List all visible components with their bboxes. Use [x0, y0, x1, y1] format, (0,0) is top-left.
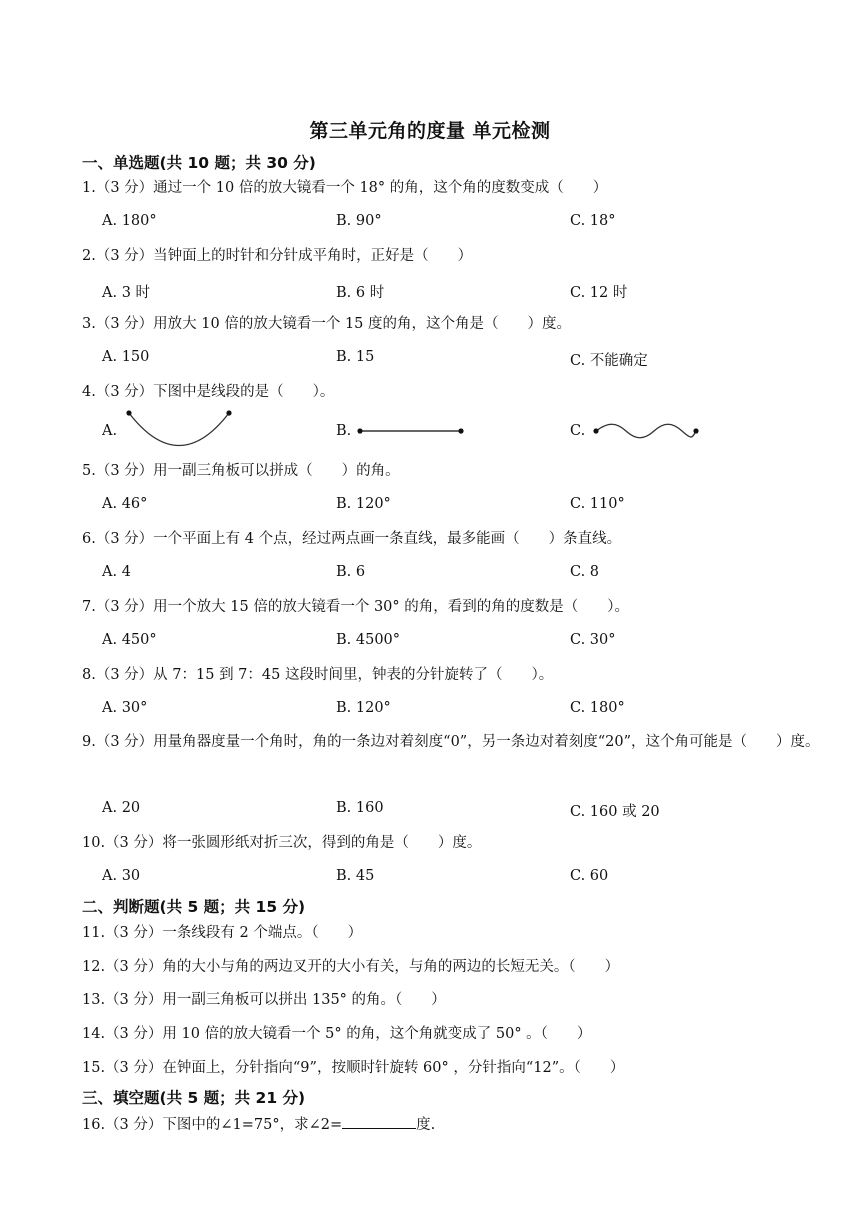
option-4b[interactable]: B.: [336, 423, 352, 439]
question-12: 12.（3 分）角的大小与角的两边叉开的大小有关，与角的两边的长短无关。（ ）: [82, 959, 620, 975]
arc-figure: [124, 408, 234, 452]
option-8c[interactable]: C. 180°: [570, 700, 625, 716]
option-9b[interactable]: B. 160: [336, 800, 384, 816]
option-2b[interactable]: B. 6 时: [336, 285, 385, 301]
option-2a[interactable]: A. 3 时: [102, 285, 151, 301]
answer-blank[interactable]: [342, 1114, 416, 1129]
question-16-unit: 度.: [416, 1117, 436, 1133]
line-segment-figure: [356, 424, 466, 438]
question-3: 3.（3 分）用放大 10 倍的放大镜看一个 15 度的角，这个角是（ ）度。: [82, 316, 572, 332]
option-7c[interactable]: C. 30°: [570, 632, 616, 648]
section-heading-fill-in: 三、填空题(共 5 题；共 21 分): [82, 1089, 306, 1107]
option-7b[interactable]: B. 4500°: [336, 632, 401, 648]
option-6c[interactable]: C. 8: [570, 564, 600, 580]
question-15: 15.（3 分）在钟面上，分针指向“9”，按顺时针旋转 60° ，分针指向“12”。（ ）: [82, 1060, 625, 1076]
wavy-line-figure: [592, 420, 702, 442]
option-6a[interactable]: A. 4: [102, 564, 131, 580]
option-3c[interactable]: C. 不能确定: [570, 353, 648, 369]
question-7: 7.（3 分）用一个放大 15 倍的放大镜看一个 30° 的角，看到的角的度数是（ ）。: [82, 599, 630, 615]
option-6b[interactable]: B. 6: [336, 564, 366, 580]
option-1c[interactable]: C. 18°: [570, 213, 616, 229]
option-10c[interactable]: C. 60: [570, 868, 609, 884]
question-5: 5.（3 分）用一副三角板可以拼成（ ）的角。: [82, 463, 400, 479]
option-1b[interactable]: B. 90°: [336, 213, 382, 229]
option-5c[interactable]: C. 110°: [570, 496, 625, 512]
option-10a[interactable]: A. 30: [102, 868, 141, 884]
question-10: 10.（3 分）将一张圆形纸对折三次，得到的角是（ ）度。: [82, 835, 482, 851]
option-9a[interactable]: A. 20: [102, 800, 141, 816]
section-heading-true-false: 二、判断题(共 5 题；共 15 分): [82, 898, 306, 916]
option-8b[interactable]: B. 120°: [336, 700, 391, 716]
question-13: 13.（3 分）用一副三角板可以拼出 135° 的角。（ ）: [82, 992, 446, 1008]
option-1a[interactable]: A. 180°: [102, 213, 157, 229]
option-10b[interactable]: B. 45: [336, 868, 375, 884]
option-9c[interactable]: C. 160 或 20: [570, 804, 660, 820]
question-2: 2.（3 分）当钟面上的时针和分针成平角时，正好是（ ）: [82, 248, 473, 264]
page-title: 第三单元角的度量 单元检测: [309, 120, 551, 142]
question-1: 1.（3 分）通过一个 10 倍的放大镜看一个 18° 的角，这个角的度数变成（ ）: [82, 180, 608, 196]
question-6: 6.（3 分）一个平面上有 4 个点，经过两点画一条直线，最多能画（ ）条直线。: [82, 531, 622, 547]
question-9: 9.（3 分）用量角器度量一个角时，角的一条边对着刻度“0”，另一条边对着刻度“20”，这个角可能是（ ）度。: [82, 734, 820, 750]
question-16: [82, 1114, 822, 1135]
option-7a[interactable]: A. 450°: [102, 632, 157, 648]
question-16-text: 16.（3 分）下图中的∠1=75°，求∠2=: [82, 1117, 343, 1133]
option-4c[interactable]: C.: [570, 423, 586, 439]
option-5b[interactable]: B. 120°: [336, 496, 391, 512]
option-3b[interactable]: B. 15: [336, 349, 375, 365]
option-5a[interactable]: A. 46°: [102, 496, 148, 512]
option-3a[interactable]: A. 150: [102, 349, 150, 365]
question-14: 14.（3 分）用 10 倍的放大镜看一个 5° 的角，这个角就变成了 50° 。（ ）: [82, 1026, 592, 1042]
option-8a[interactable]: A. 30°: [102, 700, 148, 716]
option-4a[interactable]: A.: [102, 423, 118, 439]
section-heading-single-choice: 一、单选题(共 10 题；共 30 分): [82, 154, 316, 172]
question-11: 11.（3 分）一条线段有 2 个端点。（ ）: [82, 925, 363, 941]
option-2c[interactable]: C. 12 时: [570, 285, 628, 301]
question-8: 8.（3 分）从 7：15 到 7：45 这段时间里，钟表的分针旋转了（ ）。: [82, 667, 554, 683]
question-4: 4.（3 分）下图中是线段的是（ ）。: [82, 384, 335, 400]
